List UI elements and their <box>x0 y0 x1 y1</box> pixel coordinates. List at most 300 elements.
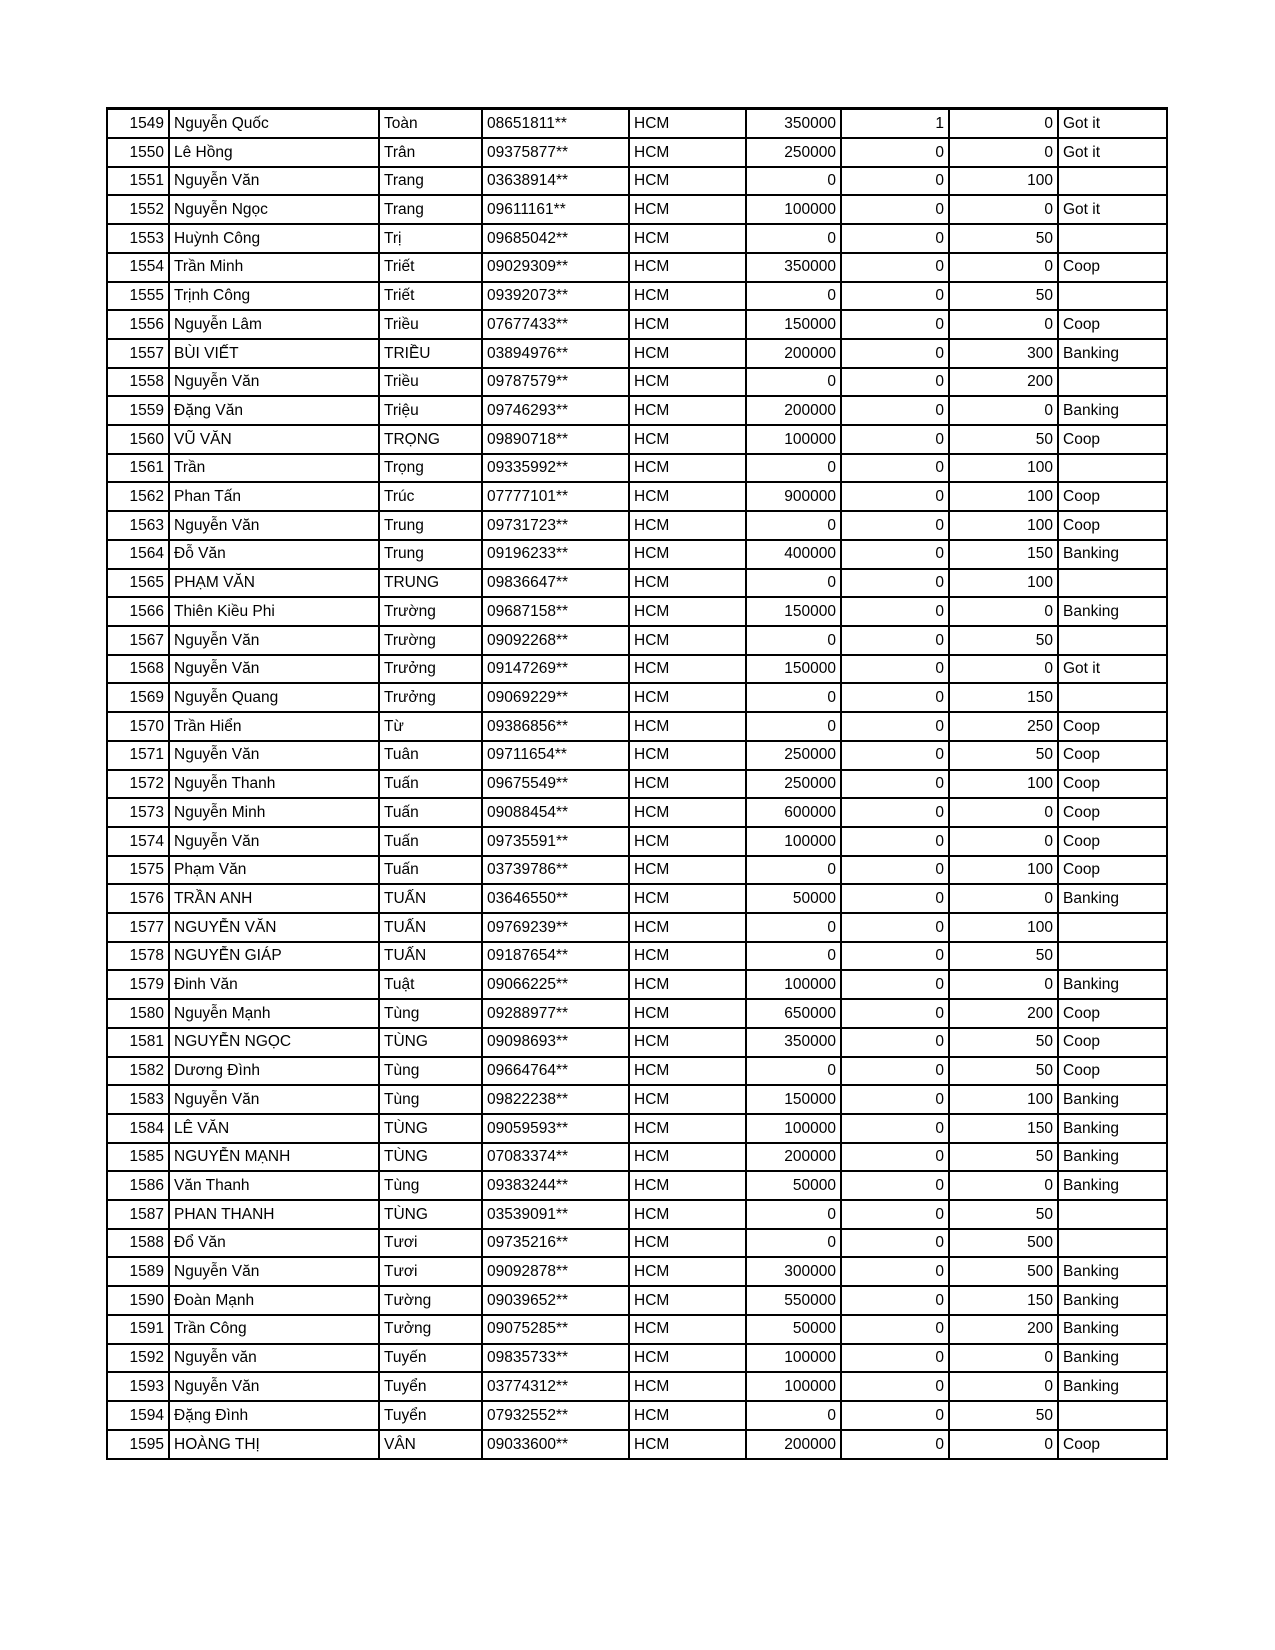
cell-city: HCM <box>629 827 746 856</box>
cell-first_name: Tuấn <box>379 827 482 856</box>
cell-row_no: 1584 <box>107 1114 169 1143</box>
cell-points: 0 <box>949 827 1058 856</box>
cell-flag: 0 <box>841 167 949 196</box>
cell-points: 50 <box>949 1401 1058 1430</box>
table-body <box>107 109 1167 1460</box>
cell-last_name: Trần Công <box>169 1315 379 1344</box>
cell-last_name: Nguyễn Văn <box>169 1372 379 1401</box>
cell-city: HCM <box>629 310 746 339</box>
cell-first_name: Trung <box>379 540 482 569</box>
table-row <box>107 368 1167 397</box>
cell-last_name: VŨ VĂN <box>169 425 379 454</box>
cell-phone: 03646550** <box>482 884 629 913</box>
cell-points: 50 <box>949 282 1058 311</box>
table-row <box>107 454 1167 483</box>
cell-first_name: Tuấn <box>379 770 482 799</box>
table-row <box>107 597 1167 626</box>
cell-flag: 0 <box>841 482 949 511</box>
cell-points: 100 <box>949 569 1058 598</box>
cell-flag: 0 <box>841 1344 949 1373</box>
cell-phone: 07777101** <box>482 482 629 511</box>
cell-first_name: Trường <box>379 597 482 626</box>
cell-status: Banking <box>1058 1372 1167 1401</box>
cell-row_no: 1590 <box>107 1286 169 1315</box>
cell-city: HCM <box>629 253 746 282</box>
cell-last_name: Trịnh Công <box>169 282 379 311</box>
cell-flag: 0 <box>841 282 949 311</box>
cell-city: HCM <box>629 1171 746 1200</box>
cell-amount: 200000 <box>746 339 841 368</box>
cell-amount: 100000 <box>746 827 841 856</box>
cell-points: 100 <box>949 167 1058 196</box>
cell-flag: 0 <box>841 683 949 712</box>
cell-status <box>1058 1401 1167 1430</box>
cell-amount: 0 <box>746 368 841 397</box>
table-row <box>107 282 1167 311</box>
cell-city: HCM <box>629 1401 746 1430</box>
cell-flag: 0 <box>841 195 949 224</box>
cell-status: Coop <box>1058 310 1167 339</box>
cell-phone: 09092268** <box>482 626 629 655</box>
cell-flag: 0 <box>841 770 949 799</box>
cell-city: HCM <box>629 368 746 397</box>
cell-points: 0 <box>949 1430 1058 1459</box>
cell-row_no: 1564 <box>107 540 169 569</box>
cell-last_name: Nguyễn Văn <box>169 167 379 196</box>
cell-amount: 250000 <box>746 770 841 799</box>
cell-status: Coop <box>1058 741 1167 770</box>
table-row <box>107 253 1167 282</box>
cell-row_no: 1555 <box>107 282 169 311</box>
cell-status: Coop <box>1058 999 1167 1028</box>
cell-row_no: 1589 <box>107 1257 169 1286</box>
cell-points: 200 <box>949 368 1058 397</box>
cell-status: Got it <box>1058 109 1167 139</box>
cell-status: Got it <box>1058 138 1167 167</box>
cell-city: HCM <box>629 970 746 999</box>
cell-phone: 03739786** <box>482 856 629 885</box>
cell-points: 0 <box>949 195 1058 224</box>
cell-points: 0 <box>949 310 1058 339</box>
cell-points: 50 <box>949 425 1058 454</box>
table-row <box>107 138 1167 167</box>
cell-row_no: 1591 <box>107 1315 169 1344</box>
cell-points: 0 <box>949 1171 1058 1200</box>
cell-row_no: 1582 <box>107 1057 169 1086</box>
table-row <box>107 626 1167 655</box>
cell-phone: 09088454** <box>482 798 629 827</box>
cell-row_no: 1578 <box>107 942 169 971</box>
cell-first_name: Trúc <box>379 482 482 511</box>
cell-flag: 0 <box>841 1114 949 1143</box>
cell-points: 50 <box>949 1057 1058 1086</box>
cell-points: 100 <box>949 482 1058 511</box>
cell-first_name: Trị <box>379 224 482 253</box>
cell-last_name: PHẠM VĂN <box>169 569 379 598</box>
cell-flag: 0 <box>841 1143 949 1172</box>
table-row <box>107 1257 1167 1286</box>
cell-status: Banking <box>1058 1114 1167 1143</box>
cell-city: HCM <box>629 770 746 799</box>
table-row <box>107 913 1167 942</box>
cell-flag: 0 <box>841 655 949 684</box>
cell-last_name: Nguyễn Văn <box>169 626 379 655</box>
cell-flag: 0 <box>841 798 949 827</box>
cell-first_name: Trang <box>379 167 482 196</box>
cell-row_no: 1585 <box>107 1143 169 1172</box>
table-row <box>107 310 1167 339</box>
cell-phone: 09187654** <box>482 942 629 971</box>
cell-status: Banking <box>1058 597 1167 626</box>
cell-status: Banking <box>1058 1315 1167 1344</box>
cell-phone: 09066225** <box>482 970 629 999</box>
cell-points: 50 <box>949 626 1058 655</box>
cell-status: Coop <box>1058 856 1167 885</box>
cell-status <box>1058 626 1167 655</box>
cell-amount: 0 <box>746 282 841 311</box>
table-row <box>107 540 1167 569</box>
cell-amount: 250000 <box>746 138 841 167</box>
cell-amount: 100000 <box>746 1372 841 1401</box>
cell-flag: 0 <box>841 1430 949 1459</box>
table-row <box>107 770 1167 799</box>
cell-points: 250 <box>949 712 1058 741</box>
cell-points: 50 <box>949 1200 1058 1229</box>
cell-city: HCM <box>629 396 746 425</box>
cell-city: HCM <box>629 339 746 368</box>
cell-first_name: Tuân <box>379 741 482 770</box>
cell-row_no: 1572 <box>107 770 169 799</box>
cell-points: 0 <box>949 396 1058 425</box>
cell-flag: 0 <box>841 1286 949 1315</box>
cell-first_name: Tuyển <box>379 1372 482 1401</box>
cell-row_no: 1567 <box>107 626 169 655</box>
cell-flag: 1 <box>841 109 949 139</box>
table-row <box>107 167 1167 196</box>
cell-flag: 0 <box>841 224 949 253</box>
table-row <box>107 1057 1167 1086</box>
table-row <box>107 798 1167 827</box>
cell-city: HCM <box>629 655 746 684</box>
cell-last_name: Dương Đình <box>169 1057 379 1086</box>
cell-city: HCM <box>629 1315 746 1344</box>
cell-city: HCM <box>629 1085 746 1114</box>
cell-row_no: 1587 <box>107 1200 169 1229</box>
cell-row_no: 1581 <box>107 1028 169 1057</box>
table-row <box>107 655 1167 684</box>
cell-points: 50 <box>949 224 1058 253</box>
cell-phone: 09033600** <box>482 1430 629 1459</box>
cell-flag: 0 <box>841 1315 949 1344</box>
cell-points: 0 <box>949 1344 1058 1373</box>
table-row <box>107 1171 1167 1200</box>
table-row <box>107 109 1167 139</box>
cell-phone: 09822238** <box>482 1085 629 1114</box>
cell-city: HCM <box>629 1286 746 1315</box>
table-row <box>107 224 1167 253</box>
cell-amount: 600000 <box>746 798 841 827</box>
cell-last_name: BÙI VIẾT <box>169 339 379 368</box>
cell-first_name: Tùng <box>379 1171 482 1200</box>
cell-phone: 09059593** <box>482 1114 629 1143</box>
cell-phone: 09147269** <box>482 655 629 684</box>
cell-flag: 0 <box>841 1372 949 1401</box>
cell-points: 100 <box>949 511 1058 540</box>
cell-amount: 350000 <box>746 1028 841 1057</box>
cell-first_name: Tuật <box>379 970 482 999</box>
table-row <box>107 999 1167 1028</box>
cell-flag: 0 <box>841 1171 949 1200</box>
table-row <box>107 1286 1167 1315</box>
table-row <box>107 1028 1167 1057</box>
cell-flag: 0 <box>841 1057 949 1086</box>
cell-amount: 200000 <box>746 1430 841 1459</box>
cell-status <box>1058 368 1167 397</box>
cell-amount: 550000 <box>746 1286 841 1315</box>
cell-last_name: NGUYỄN GIÁP <box>169 942 379 971</box>
cell-flag: 0 <box>841 884 949 913</box>
cell-amount: 650000 <box>746 999 841 1028</box>
cell-flag: 0 <box>841 741 949 770</box>
cell-row_no: 1563 <box>107 511 169 540</box>
table-row <box>107 856 1167 885</box>
cell-status <box>1058 224 1167 253</box>
cell-flag: 0 <box>841 253 949 282</box>
cell-city: HCM <box>629 626 746 655</box>
table-row <box>107 339 1167 368</box>
cell-amount: 0 <box>746 712 841 741</box>
cell-status: Banking <box>1058 884 1167 913</box>
cell-first_name: TUẤN <box>379 884 482 913</box>
cell-phone: 09092878** <box>482 1257 629 1286</box>
cell-last_name: Nguyễn Lâm <box>169 310 379 339</box>
cell-first_name: Trưởng <box>379 683 482 712</box>
cell-row_no: 1558 <box>107 368 169 397</box>
cell-points: 150 <box>949 1286 1058 1315</box>
cell-city: HCM <box>629 999 746 1028</box>
table-row <box>107 741 1167 770</box>
cell-amount: 0 <box>746 1401 841 1430</box>
cell-phone: 07083374** <box>482 1143 629 1172</box>
cell-points: 0 <box>949 798 1058 827</box>
cell-last_name: PHAN THANH <box>169 1200 379 1229</box>
cell-first_name: Triết <box>379 253 482 282</box>
cell-phone: 07932552** <box>482 1401 629 1430</box>
cell-last_name: Văn Thanh <box>169 1171 379 1200</box>
cell-row_no: 1561 <box>107 454 169 483</box>
cell-row_no: 1570 <box>107 712 169 741</box>
cell-status: Coop <box>1058 482 1167 511</box>
cell-first_name: Triệu <box>379 396 482 425</box>
cell-first_name: Tuyển <box>379 1401 482 1430</box>
cell-last_name: Nguyễn Thanh <box>169 770 379 799</box>
cell-last_name: Nguyễn Văn <box>169 511 379 540</box>
table-row <box>107 1143 1167 1172</box>
cell-status <box>1058 282 1167 311</box>
cell-row_no: 1553 <box>107 224 169 253</box>
cell-amount: 0 <box>746 1057 841 1086</box>
cell-row_no: 1550 <box>107 138 169 167</box>
cell-amount: 300000 <box>746 1257 841 1286</box>
cell-status: Coop <box>1058 511 1167 540</box>
cell-row_no: 1557 <box>107 339 169 368</box>
cell-points: 200 <box>949 1315 1058 1344</box>
cell-status: Banking <box>1058 1257 1167 1286</box>
cell-first_name: Tưởng <box>379 1315 482 1344</box>
cell-row_no: 1592 <box>107 1344 169 1373</box>
cell-status: Banking <box>1058 540 1167 569</box>
table-row <box>107 396 1167 425</box>
cell-last_name: Đoàn Mạnh <box>169 1286 379 1315</box>
cell-city: HCM <box>629 1372 746 1401</box>
cell-row_no: 1554 <box>107 253 169 282</box>
cell-last_name: Đặng Đình <box>169 1401 379 1430</box>
cell-last_name: Đinh Văn <box>169 970 379 999</box>
cell-city: HCM <box>629 282 746 311</box>
cell-first_name: TÙNG <box>379 1200 482 1229</box>
cell-last_name: Nguyễn Văn <box>169 1085 379 1114</box>
cell-status: Banking <box>1058 970 1167 999</box>
cell-points: 100 <box>949 770 1058 799</box>
cell-first_name: TUẤN <box>379 942 482 971</box>
cell-row_no: 1560 <box>107 425 169 454</box>
cell-last_name: Nguyễn Văn <box>169 741 379 770</box>
cell-last_name: Phạm Văn <box>169 856 379 885</box>
cell-city: HCM <box>629 1057 746 1086</box>
cell-status: Coop <box>1058 798 1167 827</box>
cell-phone: 09335992** <box>482 454 629 483</box>
table-row <box>107 1315 1167 1344</box>
cell-phone: 09386856** <box>482 712 629 741</box>
cell-row_no: 1569 <box>107 683 169 712</box>
cell-amount: 0 <box>746 1200 841 1229</box>
cell-city: HCM <box>629 683 746 712</box>
cell-last_name: Nguyễn Minh <box>169 798 379 827</box>
cell-phone: 09075285** <box>482 1315 629 1344</box>
cell-first_name: Tươi <box>379 1229 482 1258</box>
cell-city: HCM <box>629 540 746 569</box>
cell-phone: 09769239** <box>482 913 629 942</box>
cell-amount: 50000 <box>746 1171 841 1200</box>
cell-phone: 09746293** <box>482 396 629 425</box>
cell-city: HCM <box>629 741 746 770</box>
table-row <box>107 712 1167 741</box>
cell-row_no: 1588 <box>107 1229 169 1258</box>
cell-status <box>1058 454 1167 483</box>
cell-first_name: Trưởng <box>379 655 482 684</box>
cell-flag: 0 <box>841 511 949 540</box>
cell-status <box>1058 683 1167 712</box>
cell-status: Got it <box>1058 195 1167 224</box>
cell-points: 100 <box>949 1085 1058 1114</box>
cell-last_name: Nguyễn Văn <box>169 827 379 856</box>
cell-status: Got it <box>1058 655 1167 684</box>
cell-status <box>1058 913 1167 942</box>
cell-status: Coop <box>1058 712 1167 741</box>
table-row <box>107 1401 1167 1430</box>
cell-last_name: TRẦN ANH <box>169 884 379 913</box>
cell-city: HCM <box>629 1028 746 1057</box>
cell-first_name: Trân <box>379 138 482 167</box>
cell-city: HCM <box>629 597 746 626</box>
cell-points: 100 <box>949 913 1058 942</box>
cell-phone: 09711654** <box>482 741 629 770</box>
cell-last_name: Nguyễn Văn <box>169 1257 379 1286</box>
cell-flag: 0 <box>841 1401 949 1430</box>
cell-first_name: TÙNG <box>379 1114 482 1143</box>
cell-row_no: 1549 <box>107 109 169 139</box>
cell-last_name: Nguyễn Văn <box>169 368 379 397</box>
cell-row_no: 1556 <box>107 310 169 339</box>
cell-first_name: Trọng <box>379 454 482 483</box>
cell-row_no: 1586 <box>107 1171 169 1200</box>
cell-last_name: Nguyễn văn <box>169 1344 379 1373</box>
cell-phone: 09675549** <box>482 770 629 799</box>
cell-row_no: 1573 <box>107 798 169 827</box>
cell-status: Banking <box>1058 1143 1167 1172</box>
table-row <box>107 1430 1167 1459</box>
cell-phone: 09039652** <box>482 1286 629 1315</box>
cell-status <box>1058 167 1167 196</box>
cell-city: HCM <box>629 482 746 511</box>
cell-first_name: Triều <box>379 310 482 339</box>
cell-last_name: Đổ Văn <box>169 1229 379 1258</box>
table-row <box>107 425 1167 454</box>
cell-status: Coop <box>1058 1430 1167 1459</box>
table-row <box>107 1200 1167 1229</box>
cell-amount: 0 <box>746 942 841 971</box>
cell-city: HCM <box>629 856 746 885</box>
cell-amount: 400000 <box>746 540 841 569</box>
cell-row_no: 1580 <box>107 999 169 1028</box>
cell-row_no: 1595 <box>107 1430 169 1459</box>
cell-flag: 0 <box>841 454 949 483</box>
cell-flag: 0 <box>841 712 949 741</box>
cell-first_name: VÂN <box>379 1430 482 1459</box>
cell-points: 150 <box>949 1114 1058 1143</box>
cell-first_name: Triều <box>379 368 482 397</box>
table-row <box>107 195 1167 224</box>
table-row <box>107 970 1167 999</box>
cell-flag: 0 <box>841 1085 949 1114</box>
cell-first_name: Tuấn <box>379 856 482 885</box>
cell-row_no: 1574 <box>107 827 169 856</box>
cell-phone: 09196233** <box>482 540 629 569</box>
cell-status <box>1058 942 1167 971</box>
table-row <box>107 683 1167 712</box>
cell-points: 0 <box>949 138 1058 167</box>
cell-first_name: Triết <box>379 282 482 311</box>
cell-points: 200 <box>949 999 1058 1028</box>
cell-row_no: 1559 <box>107 396 169 425</box>
cell-status: Coop <box>1058 1057 1167 1086</box>
cell-phone: 09835733** <box>482 1344 629 1373</box>
cell-status: Coop <box>1058 770 1167 799</box>
cell-first_name: Từ <box>379 712 482 741</box>
cell-row_no: 1568 <box>107 655 169 684</box>
cell-flag: 0 <box>841 970 949 999</box>
cell-status: Coop <box>1058 1028 1167 1057</box>
cell-phone: 09687158** <box>482 597 629 626</box>
cell-amount: 50000 <box>746 884 841 913</box>
cell-amount: 0 <box>746 511 841 540</box>
cell-phone: 03638914** <box>482 167 629 196</box>
cell-first_name: Trang <box>379 195 482 224</box>
cell-amount: 0 <box>746 683 841 712</box>
cell-phone: 07677433** <box>482 310 629 339</box>
cell-phone: 09375877** <box>482 138 629 167</box>
cell-last_name: NGUYỄN VĂN <box>169 913 379 942</box>
